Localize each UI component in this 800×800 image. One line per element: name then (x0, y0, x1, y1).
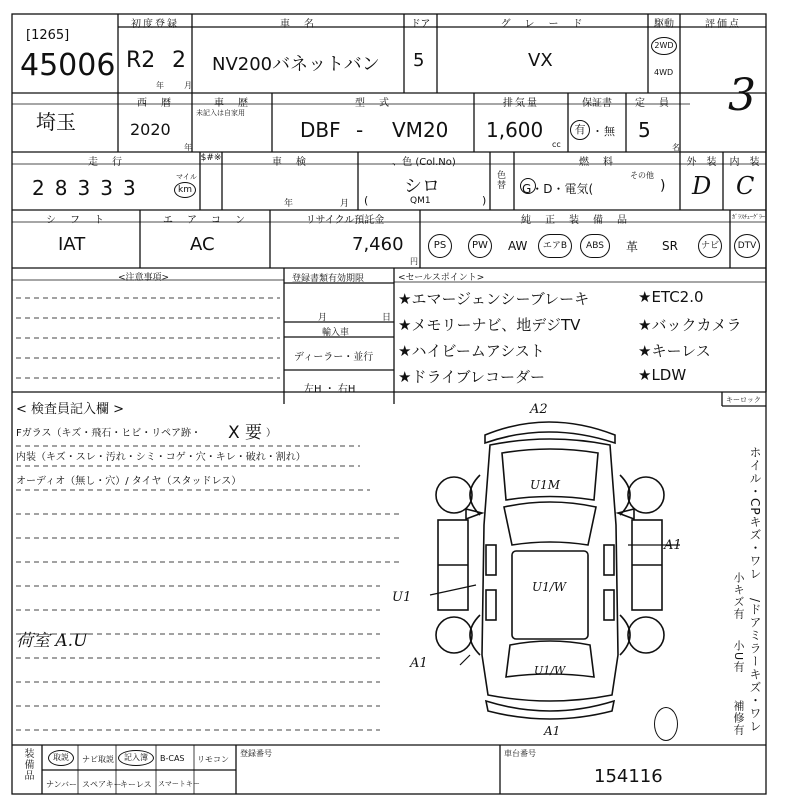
inspector-title: < 検査員記入欄 > (16, 402, 125, 417)
right-vertical-5: 補修有 (732, 700, 745, 736)
recycle-amount: 7,460 (352, 234, 404, 255)
handle-label: 左H ・ 右H (304, 384, 356, 395)
chassis-label: 車台番号 (504, 749, 536, 758)
color-change-label: 色替 (495, 170, 505, 190)
model-code: VM20 (392, 118, 449, 142)
drive-label: 駆動 (654, 19, 674, 30)
sales-point-1: ★エマージェンシーブレーキ (398, 290, 590, 308)
yen-unit: 円 (410, 257, 418, 266)
sales-points-label: <セールスポイント> (398, 273, 485, 283)
guarantee-label: ｶﾞﾗｽﾁｭｰｸﾞﾗｰ (732, 214, 766, 221)
equip-pw: PW (468, 234, 492, 258)
doc-manual: 取説 (48, 750, 74, 766)
era-year: R2 (126, 48, 156, 73)
reg-month-label: 月 (318, 313, 328, 323)
score-value: 3 (728, 70, 756, 121)
front-bumper-shape (485, 422, 615, 443)
western-year-label: 西 暦 (137, 98, 173, 109)
chassis-number: 154116 (594, 766, 663, 787)
shaken-label: 車 検 (272, 157, 308, 168)
ac-value: AC (190, 234, 215, 255)
sales-point-7: ★ドライブレコーダー (398, 368, 545, 386)
windshield-shape (504, 502, 596, 545)
equip-airbag: エアB (538, 234, 572, 258)
doors-value: 5 (413, 50, 425, 71)
mileage-unit-top: マイル (176, 173, 197, 181)
capacity-label: 定 員 (635, 98, 671, 109)
mark-right-side: A1 (664, 538, 682, 553)
car-name-label: 車 名 (280, 19, 316, 30)
hood-shape (502, 449, 598, 500)
shift-label: シ フ ト (46, 215, 106, 226)
right-vertical-3: 小キズ有 (732, 572, 745, 620)
western-year: 2020 (130, 120, 171, 139)
score-label: 評価点 (705, 19, 741, 30)
warranty-no: 無 (604, 125, 615, 138)
shift-value: IAT (58, 234, 86, 255)
mileage-digit: 3 (122, 176, 136, 200)
ac-label: エ ア コ ン (163, 215, 247, 226)
color-paren-open: ( (364, 194, 369, 207)
lot-number: [1265] (26, 28, 70, 43)
doc-keyless: キーレス (120, 780, 152, 789)
glass-close: ） (266, 428, 276, 439)
handwritten-note: 荷室 A.U (16, 631, 88, 651)
doc-smart-key: スマートキー (158, 780, 200, 788)
stock-number: 45006 (20, 48, 116, 83)
mileage-unit: km (174, 182, 196, 198)
grade-value: VX (528, 50, 553, 71)
fuel-other: その他 (630, 171, 654, 180)
equip-navi: ナビ (698, 234, 722, 258)
reg-day-label: 日 (382, 313, 392, 323)
spare-oval-shape (654, 707, 678, 741)
glass-mark: X 要 (228, 423, 263, 443)
wheel-front-right (628, 477, 664, 513)
interior-grade: C (736, 172, 755, 200)
cc-unit: cc (552, 140, 561, 149)
capacity-unit: 名 (672, 143, 680, 152)
model-label: 型 式 (355, 98, 391, 109)
color-value: シロ (404, 176, 440, 197)
displacement: 1,600 (486, 118, 544, 142)
warranty-label: 保証書 (582, 98, 612, 109)
mileage-digit: 2 (32, 176, 45, 200)
car-body-diagram (420, 405, 680, 745)
wheel-rear-right (628, 617, 664, 653)
caution-label: <注意事項> (118, 273, 170, 283)
interior-line: 内装（キズ・スレ・汚れ・シミ・コゲ・穴・キレ・破れ・割れ） (16, 452, 306, 463)
roof-shape (512, 551, 588, 639)
mileage-digit: 8 (54, 176, 68, 200)
capacity: 5 (638, 118, 651, 142)
doc-remote: リモコン (197, 755, 229, 764)
fuel-selected-circle (520, 178, 536, 194)
doc-navi-manual: ナビ取説 (82, 755, 114, 764)
mark-rear: A1 (544, 724, 561, 738)
equipment-label: 純 正 装 備 品 (521, 215, 629, 226)
color-code: QM1 (410, 196, 431, 206)
model-dash: - (356, 118, 364, 142)
reg-number-label: 登録番号 (240, 749, 272, 758)
fuel-label: 燃 料 (579, 157, 615, 168)
color-paren-close: ) (482, 194, 487, 207)
mark-hood: U1M (530, 478, 561, 492)
exterior-label: 外 装 (686, 157, 717, 168)
fuel-close: ) (660, 178, 666, 194)
equip-leather: 革 (626, 240, 639, 254)
mileage-label: 走 行 (88, 157, 124, 168)
dealer-label: ディーラー・並行 (294, 352, 374, 363)
right-vertical-1: ホイル・CPキズ・ワレ (748, 446, 762, 581)
sales-point-5: ★ハイビームアシスト (398, 342, 545, 360)
warranty-dot: ・ (592, 125, 603, 138)
key-lock-label: キーロック (726, 396, 761, 404)
warranty-yes: 有 (570, 120, 590, 140)
equip-dtv: DTV (734, 234, 760, 258)
shaken-year-unit: 年 (284, 199, 294, 209)
first-reg-label: 初度登録 (131, 19, 179, 30)
sales-point-3: ★メモリーナビ、地デジTV (398, 316, 581, 334)
mark-roof: U1/W (532, 580, 567, 594)
wheel-front-left (436, 477, 472, 513)
glass-line: Fガラス（キズ・飛石・ヒビ・リペア跡・ (16, 428, 202, 439)
drive-2wd: 2WD (651, 37, 677, 55)
history-label: 車 歴 (214, 98, 250, 109)
doc-record-book: 記入簿 (118, 750, 154, 766)
reg-deadline-label: 登録書類有効期限 (292, 274, 365, 284)
doc-plate: ナンバー (46, 780, 78, 789)
doors-label: ドア (410, 19, 431, 30)
shaken-month-unit: 月 (340, 199, 350, 209)
mileage-flag: $#※ (200, 153, 222, 163)
recycle-label: リサイクル預託金 (305, 215, 385, 226)
mark-left-side: U1 (392, 590, 412, 605)
history-note: 未記入は自家用 (196, 109, 245, 117)
equip-ps: PS (428, 234, 452, 258)
sales-point-4: ★バックカメラ (638, 316, 742, 334)
sales-point-8: ★LDW (638, 366, 687, 384)
equip-sr: SR (662, 239, 678, 253)
color-label: 、色 (Col.No) (392, 157, 456, 168)
car-name: NV200バネットバン (212, 54, 380, 75)
right-vertical-2: /ドアミラーキズ・ワレ (748, 598, 762, 734)
displacement-label: 排気量 (503, 98, 539, 109)
mileage-digits (32, 176, 136, 200)
docs-label: 装備品 (22, 748, 33, 781)
model-prefix: DBF (300, 118, 341, 142)
interior-label: 内 装 (729, 157, 760, 168)
mark-front: A2 (530, 402, 548, 417)
audio-line: オーディオ（無し・穴）/ タイヤ（スタッドレス） (16, 476, 242, 487)
right-vertical-4: 小U有 (732, 640, 745, 674)
doc-bcas: B-CAS (160, 754, 185, 763)
mileage-digit: 3 (77, 176, 91, 200)
mileage-digit: 3 (100, 176, 113, 200)
fuel-options: G・D・電気( (522, 182, 594, 196)
mark-trunk: U1/W (534, 664, 566, 677)
wheel-rear-left (436, 617, 472, 653)
equip-abs: ABS (580, 234, 610, 258)
equip-aw: AW (508, 239, 528, 253)
sales-point-2: ★ETC2.0 (638, 288, 704, 306)
exterior-grade: D (692, 172, 712, 200)
sales-point-6: ★キーレス (638, 342, 711, 360)
doc-spare-key: スペアキー (82, 780, 122, 789)
month-unit: 月 (184, 81, 192, 90)
drive-4wd: 4WD (654, 68, 674, 77)
region: 埼玉 (36, 110, 76, 134)
rear-bumper-shape (486, 701, 614, 719)
year-unit: 年 (156, 81, 164, 90)
reg-month: 2 (172, 48, 186, 73)
western-year-unit: 年 (184, 143, 192, 152)
grade-label: グ レ ー ド (500, 19, 585, 30)
import-label: 輸入車 (322, 328, 350, 338)
mark-left-rear: A1 (410, 656, 428, 671)
